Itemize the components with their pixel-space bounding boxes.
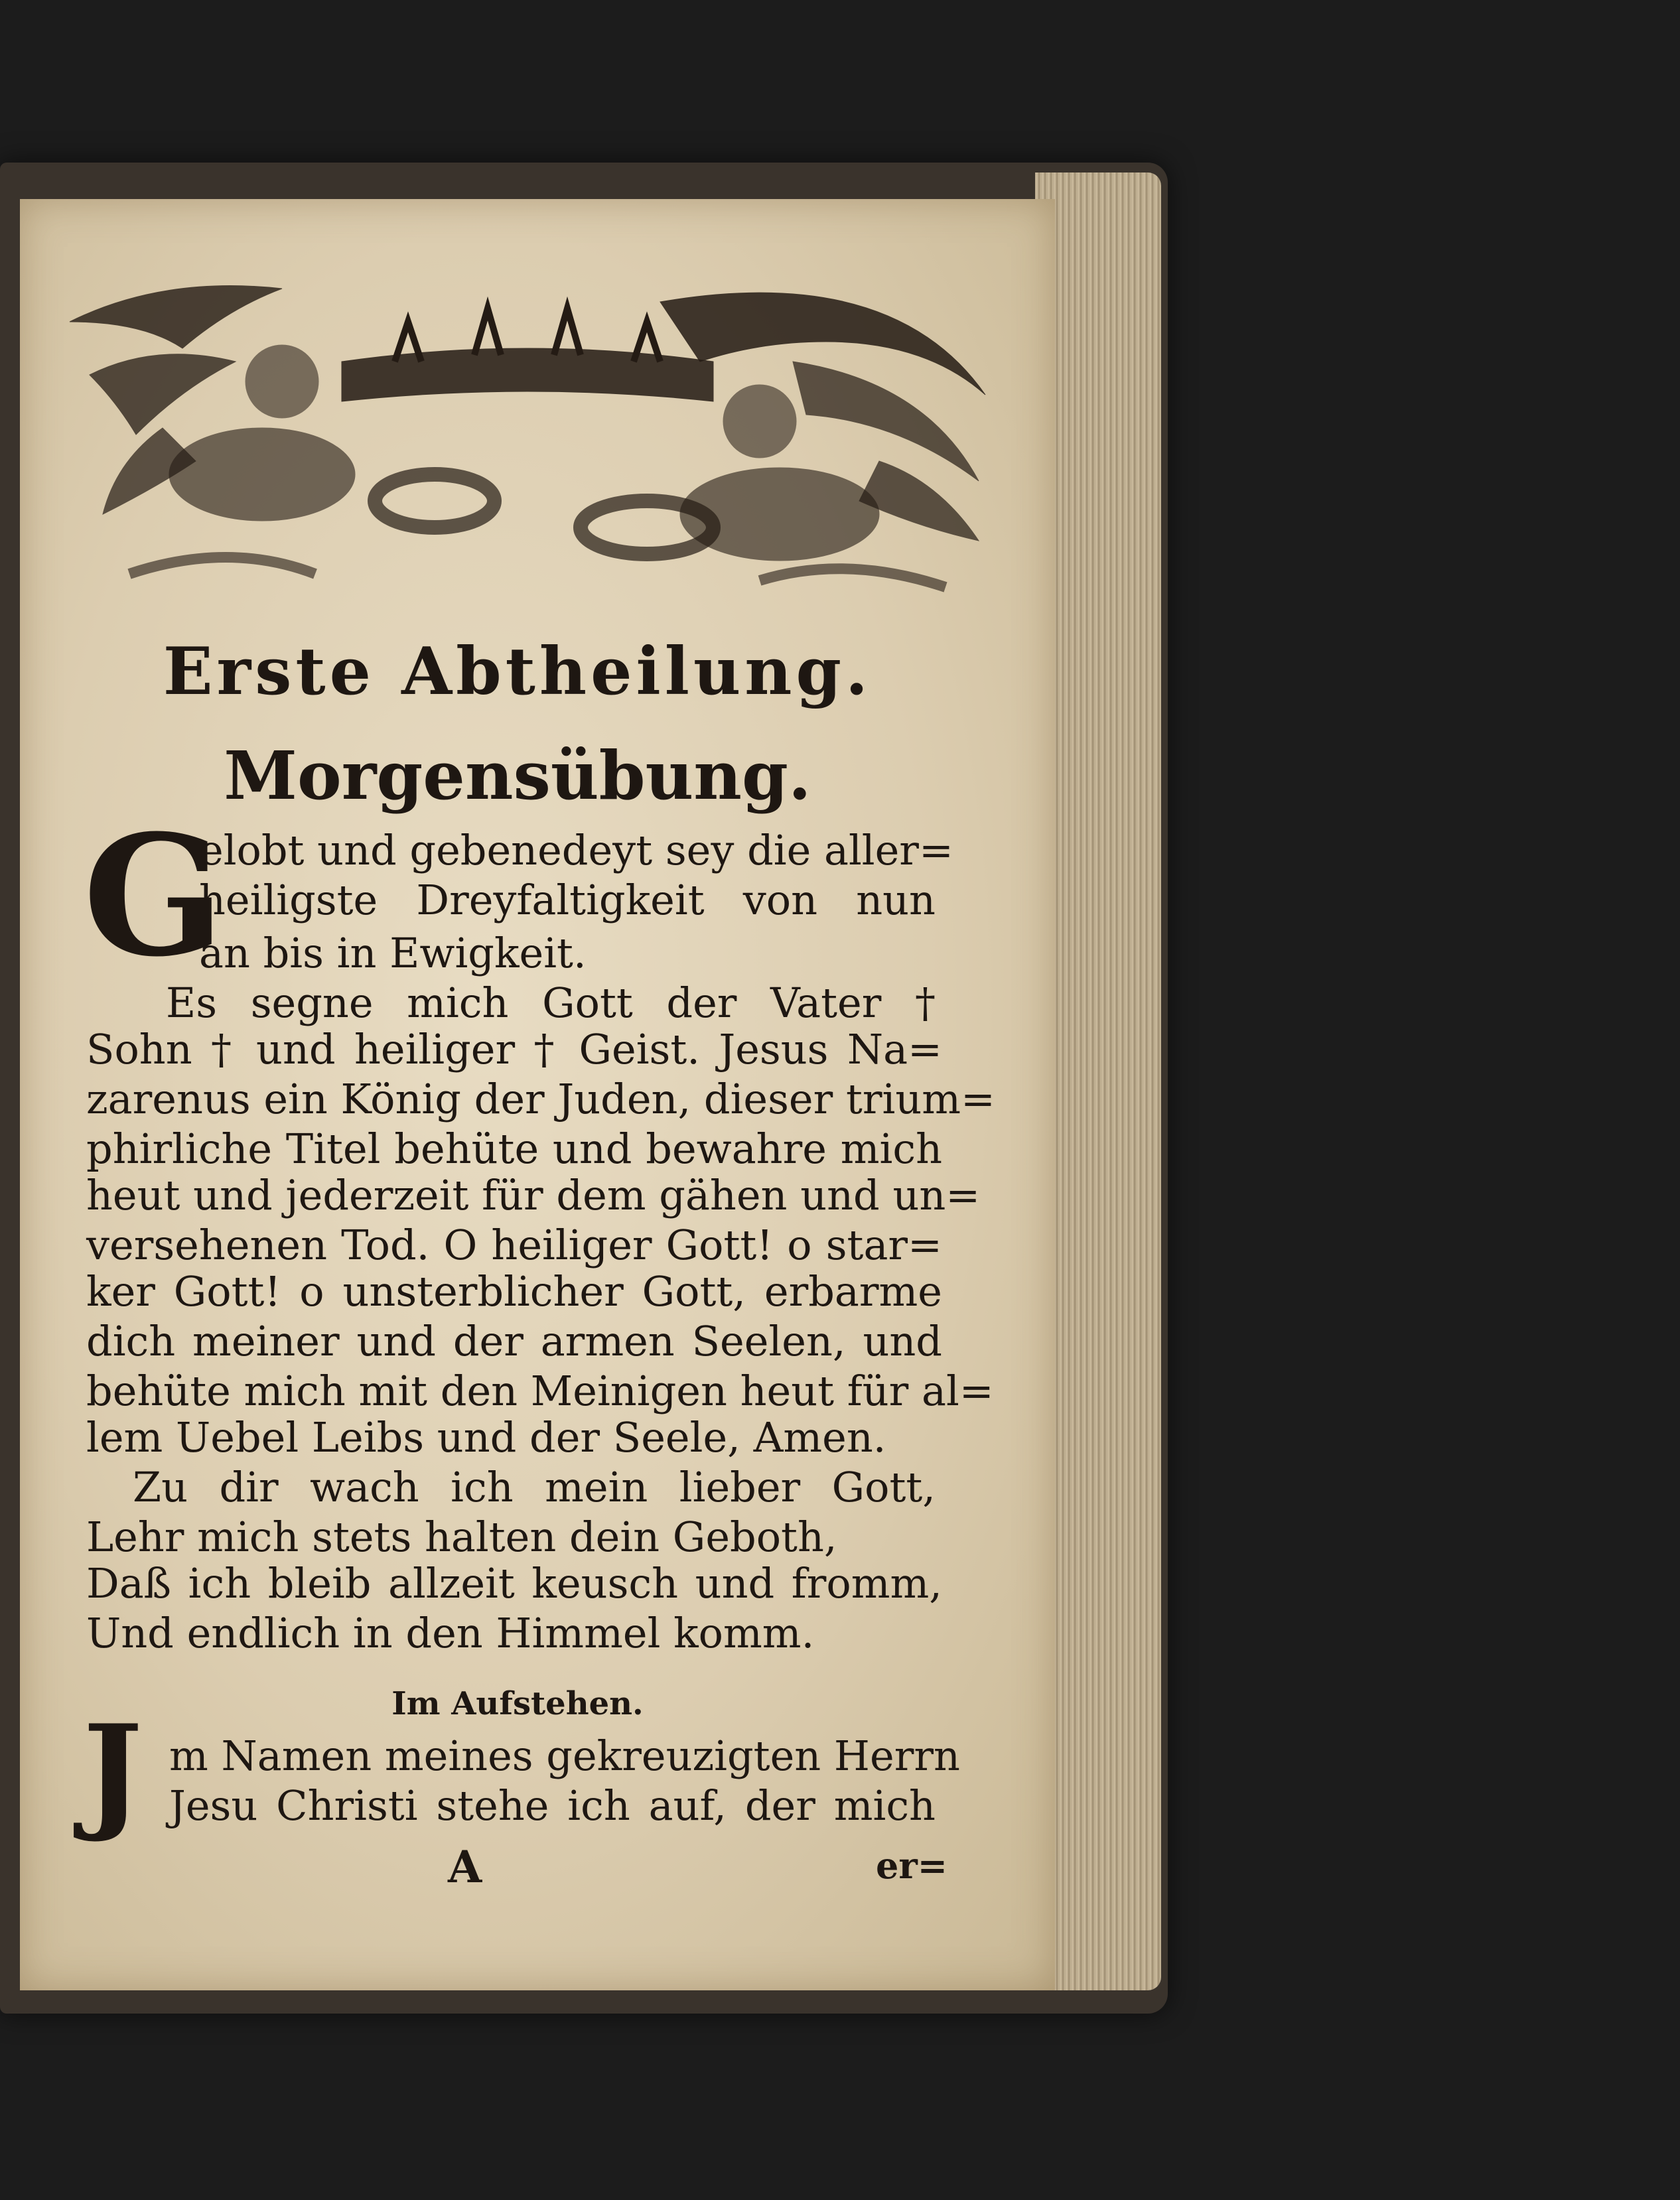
dropcap-j: J [83,1697,143,1845]
catchword: er= [876,1844,948,1887]
section-line: Jesu Christi stehe ich auf, der mich [169,1781,936,1830]
section-title: Erste Abtheilung. [163,634,873,710]
verse-line: Daß ich bleib allzeit keusch und fromm, [86,1559,942,1608]
paragraph-line: elobt und gebenedeyt sey die aller= [199,826,953,874]
verse-line: Und endlich in den Himmel komm. [86,1609,815,1657]
section-subtitle: Morgensübung. [224,736,811,815]
paragraph-line: zarenus ein König der Juden, dieser trium= [86,1075,995,1123]
verse-line: Lehr mich stets halten dein Geboth, [86,1513,837,1561]
subsection-heading: Im Aufstehen. [391,1685,644,1722]
verse-line: Zu dir wach ich mein lieber Gott, [133,1463,936,1511]
signature-mark: A [448,1841,482,1893]
ornamental-headpiece [63,262,992,620]
paragraph-line: phirliche Titel behüte und bewahre mich [86,1125,942,1173]
paragraph-line: lem Uebel Leibs und der Seele, Amen. [86,1413,886,1462]
section-line: m Namen meines gekreuzigten Herrn [169,1732,960,1780]
paragraph-line: an bis in Ewigkeit. [199,929,587,977]
paragraph-line: ker Gott! o unsterblicher Gott, erbarme [86,1267,942,1316]
paragraph-line: heiligste Dreyfaltigkeit von nun [199,876,936,924]
paragraph-line: Sohn † und heiliger † Geist. Jesus Na= [86,1025,942,1073]
paragraph-line: dich meiner und der armen Seelen, und [86,1317,942,1365]
dropcap-g: G [83,798,225,993]
paragraph-line: heut und jederzeit für dem gähen und un= [86,1171,981,1219]
paragraph-line: Es segne mich Gott der Vater † [166,979,936,1027]
paragraph-line: behüte mich mit den Meinigen heut für al= [86,1367,994,1415]
paragraph-line: versehenen Tod. O heiliger Gott! o star= [86,1221,942,1269]
